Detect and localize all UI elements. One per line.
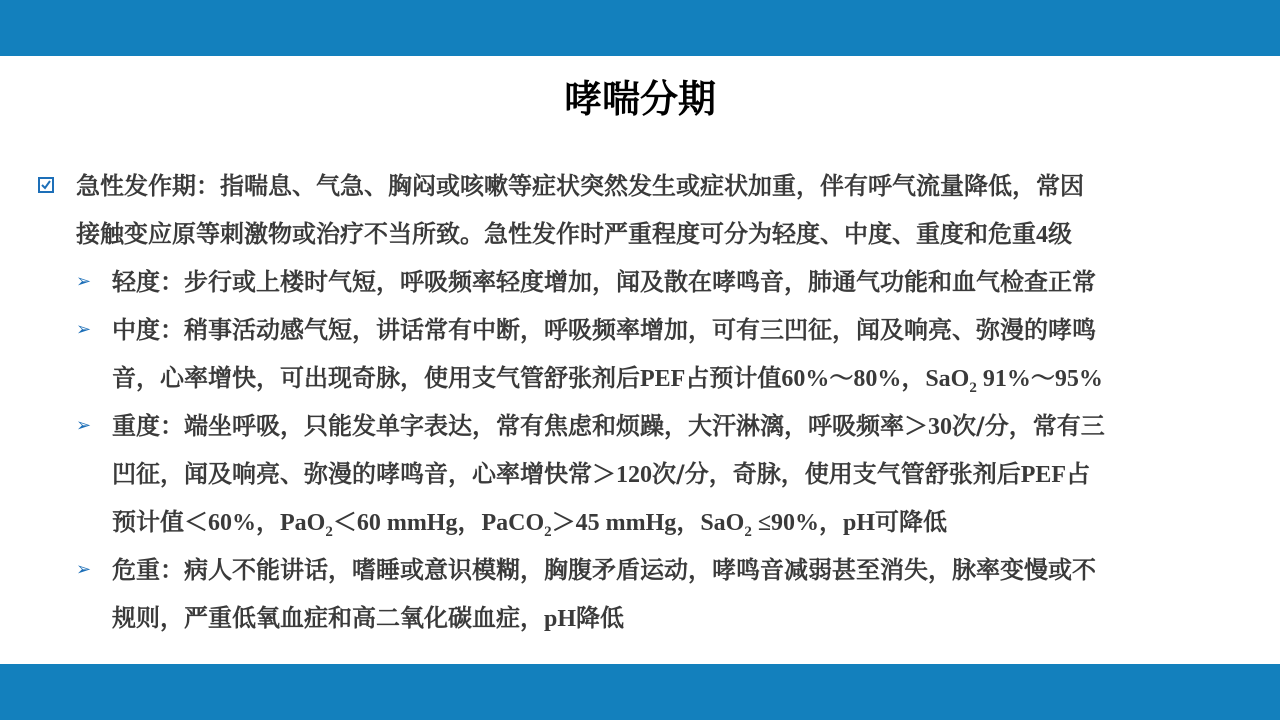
pef-label: PEF: [640, 366, 686, 392]
arrow-bullet-icon: ➢: [76, 415, 92, 436]
moderate-item-line-1: [0, 306, 1280, 354]
heart-rate-value: ＞120: [592, 462, 652, 488]
pef-value: ＜60%: [184, 510, 256, 536]
acute-phase-line-2: [0, 210, 1280, 258]
ph-text: 可降低: [875, 508, 948, 536]
paco2-value: ＞45 mmHg: [551, 510, 677, 536]
critical-item-line-2: [0, 594, 1280, 642]
subscript: 2: [325, 523, 333, 540]
sao2-value: ≤90%: [751, 510, 819, 536]
mild-item: [0, 258, 1280, 306]
separator: ，: [256, 508, 280, 536]
separator: ，: [457, 508, 482, 536]
arrow-bullet-icon: ➢: [76, 319, 92, 340]
severe-item-line-3: [0, 498, 1280, 546]
grade-unit: 级: [1048, 220, 1072, 248]
moderate-text: 中度：稍事活动感气短，讲话常有中断，呼吸频率增加，可有三凹征，闻及响亮、弥漫的哮鸣: [112, 316, 1096, 344]
content-body: [0, 162, 1280, 642]
critical-item-line-1: [0, 546, 1280, 594]
grade-count: 4: [1036, 222, 1048, 248]
mild-text: 轻度：步行或上楼时气短，呼吸频率轻度增加，闻及散在哮鸣音，肺通气功能和血气检查正常: [112, 268, 1096, 296]
predicted-label: 占预计值: [685, 364, 782, 392]
severe-text-cont-4: 占: [1066, 460, 1091, 488]
acute-phase-line-1: [0, 162, 1280, 210]
ph-label: pH: [544, 606, 577, 632]
pef-range: 60%～80%: [781, 366, 902, 392]
paco2-label: PaCO: [481, 510, 545, 536]
acute-phase-text: 急性发作期：指喘息、气急、胸闷或咳嗽等症状突然发生或症状加重，伴有呼气流量降低，常因: [76, 172, 1084, 200]
bottom-footer-bar: [0, 664, 1280, 720]
subscript: 2: [744, 523, 752, 540]
pao2-value: ＜60 mmHg: [332, 510, 458, 536]
separator: ，: [901, 364, 926, 392]
pao2-label: PaO: [280, 510, 326, 536]
severe-item-line-1: [0, 402, 1280, 450]
arrow-bullet-icon: ➢: [76, 559, 92, 580]
sao2-label: SaO: [700, 510, 745, 536]
critical-text: 危重：病人不能讲话，嗜睡或意识模糊，胸腹矛盾运动，哮鸣音减弱甚至消失，脉率变慢或不: [112, 556, 1096, 584]
subscript: 2: [969, 379, 977, 396]
top-header-bar: [0, 0, 1280, 56]
sao2-label: SaO: [925, 366, 970, 392]
sao2-range: 91%～95%: [976, 366, 1103, 392]
arrow-bullet-icon: ➢: [76, 271, 92, 292]
moderate-item-line-2: [0, 354, 1280, 402]
severe-text-cont-3: 次/分，奇脉，使用支气管舒张剂后: [652, 460, 1021, 488]
subscript: 2: [544, 523, 552, 540]
severe-text-cont: 次/分，常有三: [952, 412, 1105, 440]
severe-text: 重度：端坐呼吸，只能发单字表达，常有焦虑和烦躁，大汗淋漓，呼吸频率: [112, 412, 904, 440]
ph-label: pH: [843, 510, 876, 536]
ph-text: 降低: [576, 604, 625, 632]
pef-label: PEF: [1020, 462, 1067, 488]
predicted-label: 预计值: [112, 508, 184, 536]
severe-text-cont-2: 凹征，闻及响亮、弥漫的哮鸣音，心率增快常: [112, 460, 592, 488]
separator: ，: [676, 508, 701, 536]
page-title: 哮喘分期: [563, 77, 716, 121]
checkbox-icon: [38, 177, 54, 193]
moderate-text-cont: 音，心率增快，可出现奇脉，使用支气管舒张剂后: [112, 364, 640, 392]
severe-item-line-2: [0, 450, 1280, 498]
resp-rate-value: ＞30: [904, 414, 952, 440]
separator: ，: [819, 508, 843, 536]
critical-text-cont: 规则，严重低氧血症和高二氧化碳血症，: [112, 604, 544, 632]
acute-phase-text-cont: 接触变应原等刺激物或治疗不当所致。急性发作时严重程度可分为轻度、中度、重度和危重: [76, 220, 1036, 248]
